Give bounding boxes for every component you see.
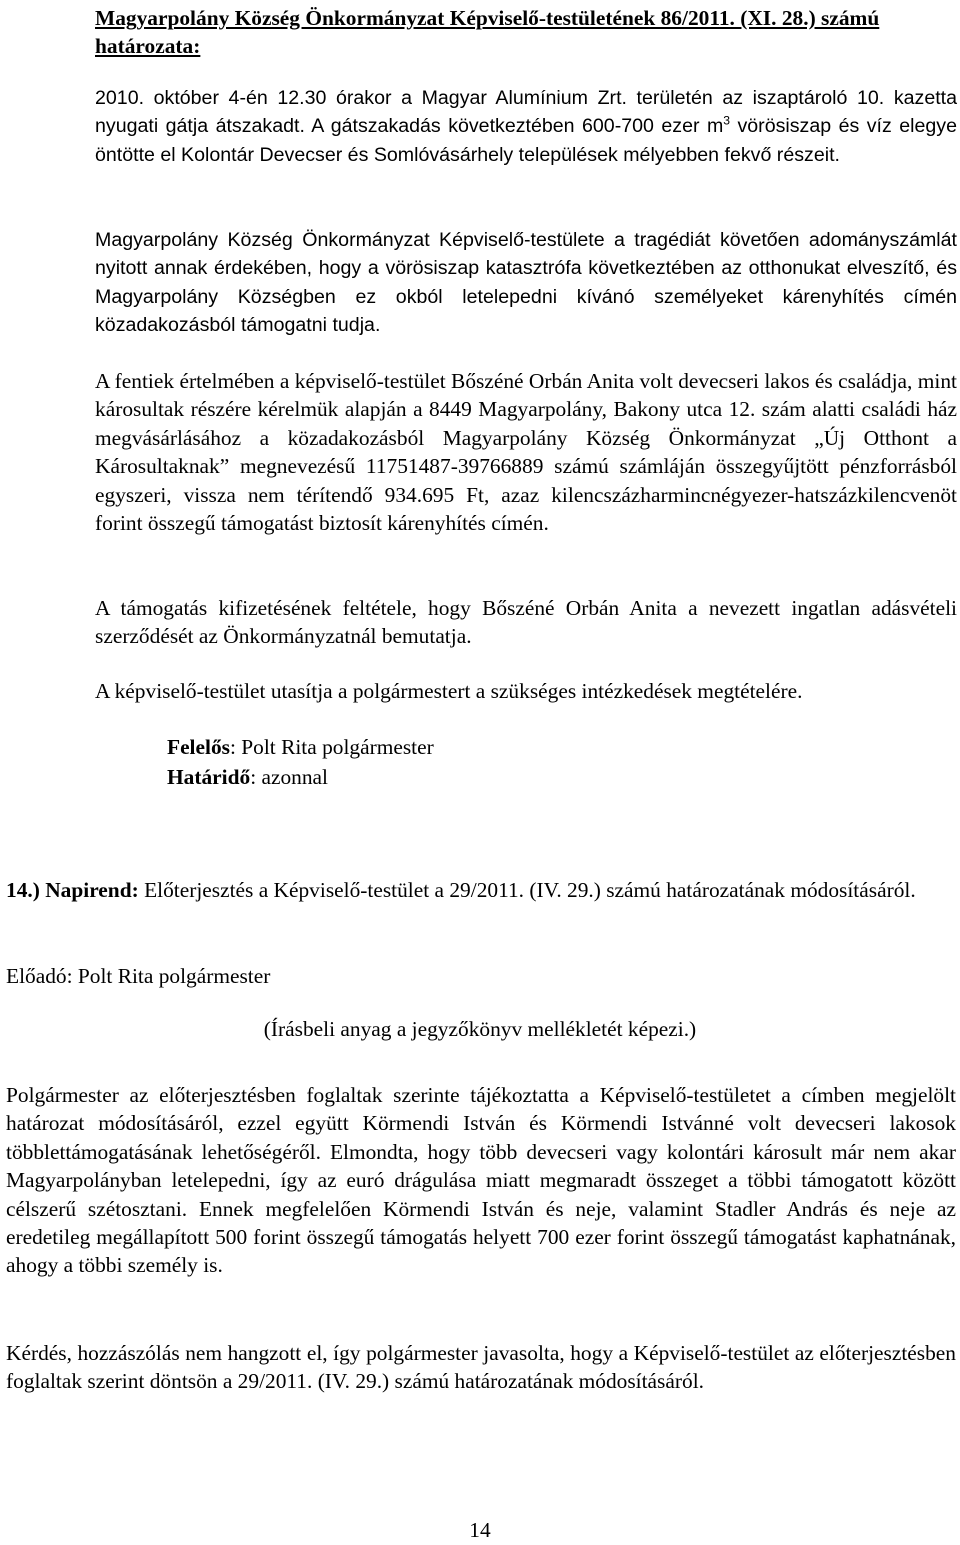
agenda-item: [6, 876, 956, 904]
responsibility-block: [167, 732, 434, 792]
responsible-value: : Polt Rita polgármester: [229, 735, 434, 759]
deadline-label: Határidő: [167, 765, 251, 789]
deadline-value: : azonnal: [250, 765, 328, 789]
agenda-label: 14.) Napirend:: [6, 878, 139, 902]
deadline-line: [167, 762, 434, 792]
paragraph-incident: [95, 84, 957, 169]
presenter-line: Előadó: Polt Rita polgármester: [6, 964, 271, 988]
responsible-label: Felelős: [167, 735, 230, 759]
paragraph-instruction: A képviselő-testület utasítja a polgármestert a szükséges intézkedések megtételére.: [95, 679, 803, 703]
resolution-title: Magyarpolány Község Önkormányzat Képviselő-testületének 86/2011. (XI. 28.) számú határozata:: [95, 6, 880, 58]
agenda-text: Előterjesztés a Képviselő-testület a 29/2011. (IV. 29.) számú határozatának módosításáról.: [138, 878, 916, 902]
paragraph-donation-account: Magyarpolány Község Önkormányzat Képviselő-testülete a tragédiát követően adományszámlát nyitott annak érdekében, hogy a vörösiszap katasztrófa következtében az otthonukat elveszítő, és Magyarpolány Községben ez okból letelepedni kívánó személyeket kárenyhítés címén közadakozásból támogatni tudja.: [95, 229, 957, 337]
paragraph-payment-condition: A támogatás kifizetésének feltétele, hogy Bőszéné Orbán Anita a nevezett ingatlan adásvételi szerződését az Önkormányzatnál bemutatja.: [95, 596, 957, 649]
paragraph-support-decision: A fentiek értelmében a képviselő-testület Bőszéné Orbán Anita volt devecseri lakos és családja, mint károsultak részére kérelmük alapján a 8449 Magyarpolány, Bakony utca 12. szám alatti családi ház megvásárlásához a közadakozásból Magyarpolány Község Önkormányzat „Új Otthont a Károsultaknak” megnevezésű 11751487-39766889 számú számláján összegyűjtött pénzforrásból egyszeri, vissza nem térítendő 934.695 Ft, azaz kilencszázharmincnégyezer-hatszázkilencvenöt forint összegű támogatást biztosít kárenyhítés címén.: [95, 369, 957, 536]
responsible-line: [167, 732, 434, 762]
page-number: 14: [469, 1518, 491, 1542]
cubic-superscript: 3: [723, 113, 731, 128]
incident-text-tail: vörösiszap és víz elegye öntötte el Kolontár Devecser és Somlóvásárhely települések mélyebben fekvő részeit.: [95, 115, 957, 166]
attachment-note: (Írásbeli anyag a jegyzőkönyv mellékletét képezi.): [263, 1017, 697, 1041]
paragraph-mayor-report: Polgármester az előterjesztésben foglaltak szerinte tájékoztatta a Képviselő-testületet a címben megjelölt határozat módosításáról, ezzel együtt Körmendi István és Körmendi Istvánné volt devecseri lakosok többlettámogatásának lehetőségéről. Elmondta, hogy több devecseri vagy kolontári károsult már nem akar Magyarpolányban letelepedni, így az euró drágulása miatt megmaradt összeget a többi támogatott között célszerű szétosztani. Ennek megfelelően Körmendi István és neje, valamint Stadler András és neje az eredetileg megállapított 500 forint összegű támogatás helyett 700 ezer forint összegű támogatást kaphatnának, ahogy a többi személy is.: [6, 1083, 956, 1278]
paragraph-proposal: Kérdés, hozzászólás nem hangzott el, így polgármester javasolta, hogy a Képviselő-testület az előterjesztésben foglaltak szerint döntsön a 29/2011. (IV. 29.) számú határozatának módosításáról.: [6, 1341, 956, 1394]
incident-text: 2010. október 4-én 12.30 órakor a Magyar Alumínium Zrt. területén az iszaptároló 10. kazetta nyugati gátja átszakadt. A gátszakadás következtében 600-700 ezer m: [95, 87, 957, 138]
